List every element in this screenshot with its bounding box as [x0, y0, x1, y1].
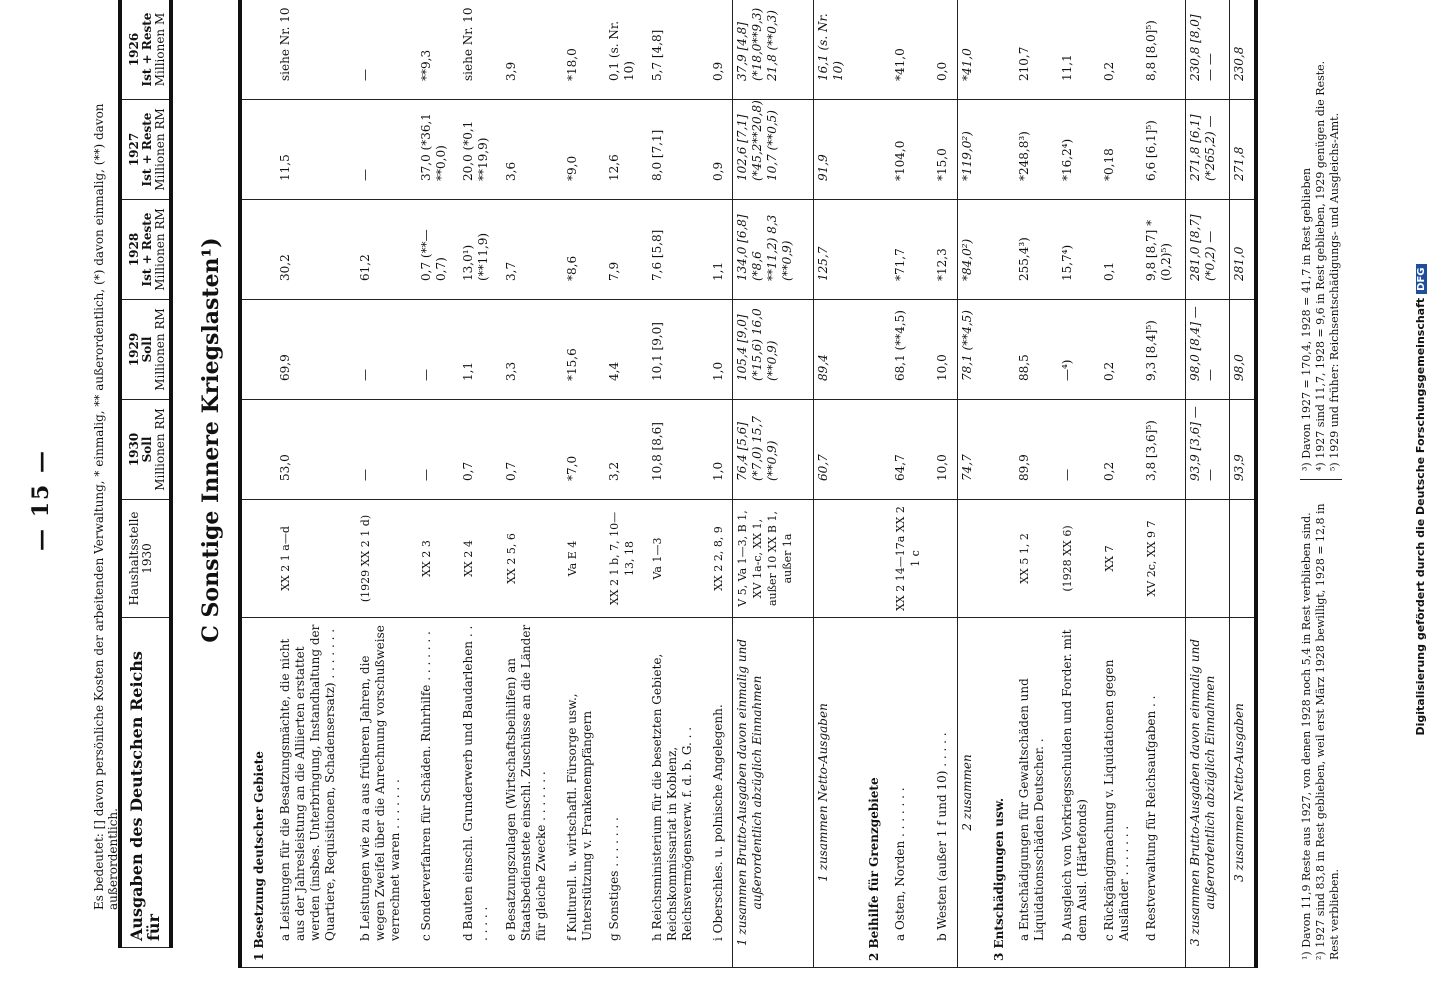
legend-text: Es bedeutet: [] davon persönliche Kosten der arbeitenden Verwaltung, * einmalig, ** außerordentlich, (*) davon einmalig, (**) davon außerordentlich.: [92, 103, 120, 910]
value-cell: 0,2: [1100, 400, 1142, 500]
haushaltsstelle-cell: [814, 500, 857, 618]
table-row: [417, 0, 459, 968]
table-row: [1185, 0, 1229, 968]
table-row: [1100, 0, 1142, 968]
value-cell: 5,7 [4,8]: [648, 0, 709, 100]
value-cell: —: [417, 400, 459, 500]
value-cell: 9,8 [8,7] *(0,2)⁵): [1142, 200, 1185, 300]
value-cell: 10,0: [933, 300, 957, 400]
value-cell: 10,0: [933, 400, 957, 500]
value-cell: 10,1 [9,0]: [648, 300, 709, 400]
value-cell: 7,9: [605, 200, 647, 300]
value-cell: [240, 0, 276, 100]
value-cell: *12,3: [933, 200, 957, 300]
haushaltsstelle-cell: (1929 XX 2 1 d): [356, 500, 417, 618]
row-label: f Kulturell. u. wirtschaftl. Fürsorge usw., Unterstützung v. Frankenempfängern: [563, 618, 605, 968]
table-row: [459, 0, 501, 968]
value-cell: 9,3 [8,4]⁵): [1142, 300, 1185, 400]
value-cell: [857, 400, 891, 500]
table-row: [240, 0, 276, 968]
value-cell: [982, 200, 1016, 300]
row-label: 3 zusammen Brutto-Ausgaben davon einmalig und außerordentlich abzüglich Einnahmen: [1185, 618, 1229, 968]
column-header: [118, 0, 173, 948]
value-cell: 134,0 [6,8] (*8,6 **11,2) 8,3 (**0,9): [733, 200, 814, 300]
row-label: b Leistungen wie zu a aus früheren Jahren, die wegen Zweifel über die Anrechnung vorschußweise verrechnet waren . . . . . . .: [356, 618, 417, 968]
value-cell: 210,7: [1015, 0, 1057, 100]
value-cell: 6,6 [6,1]⁵): [1142, 100, 1185, 200]
row-label: a Entschädigungen für Gewaltschäden und Liquidationsschäden Deutscher. .: [1015, 618, 1057, 968]
value-cell: 0,2: [1100, 300, 1142, 400]
value-cell: *0,18: [1100, 100, 1142, 200]
value-cell: 0,1 (s. Nr. 10): [605, 0, 647, 100]
value-cell: [857, 200, 891, 300]
value-cell: —: [356, 400, 417, 500]
value-cell: 1,0: [709, 300, 733, 400]
value-cell: *15,6: [563, 300, 605, 400]
value-cell: —⁴): [1058, 300, 1100, 400]
row-label: i Oberschles. u. polnische Angelegenh.: [709, 618, 733, 968]
row-label: 1 Besetzung deutscher Gebiete: [240, 618, 276, 968]
value-cell: 230,8: [1229, 0, 1256, 100]
value-cell: 20,0 (*0,1 **19,9): [459, 100, 501, 200]
footnote: ²) 1927 sind 83,8 in Rest geblieben, weil erst März 1928 bewilligt, 1928 = 12,8 in Rest verblieben.: [1314, 503, 1341, 960]
header-description: Ausgaben des Deutschen Reichs für: [120, 618, 171, 948]
value-cell: *104,0: [891, 100, 933, 200]
value-cell: 69,9: [276, 300, 356, 400]
table-row: [1058, 0, 1100, 968]
value-cell: —: [356, 300, 417, 400]
value-cell: 13,0¹) (**11,9): [459, 200, 501, 300]
value-cell: *71,7: [891, 200, 933, 300]
value-cell: 3,6: [502, 100, 563, 200]
value-cell: 3,3: [502, 300, 563, 400]
value-cell: 0,9: [709, 0, 733, 100]
value-cell: *16,2⁴): [1058, 100, 1100, 200]
haushaltsstelle-cell: [857, 500, 891, 618]
value-cell: 0,9: [709, 100, 733, 200]
value-cell: 8,0 [7,1]: [648, 100, 709, 200]
value-cell: 64,7: [891, 400, 933, 500]
footnote: ⁴) 1927 sind 11,7, 1928 = 9,6 in Rest geblieben, 1929 genügen die Reste.: [1314, 60, 1327, 471]
digitization-note: [1414, 0, 1427, 1000]
value-cell: [982, 0, 1016, 100]
table-row: [648, 0, 709, 968]
table-row: [857, 0, 891, 968]
haushaltsstelle-cell: [240, 500, 276, 618]
value-cell: siehe Nr. 10: [459, 0, 501, 100]
haushaltsstelle-cell: XX 2 1 b, 7, 10—13, 18: [605, 500, 647, 618]
table-row: [933, 0, 957, 968]
value-cell: 0,7 (**—0,7): [417, 200, 459, 300]
value-cell: [982, 300, 1016, 400]
table-row: [502, 0, 563, 968]
haushaltsstelle-cell: V 5, Va 1—3, B 1, XV 1a-c, XX 1, außer 10 XX B 1, außer 1a: [733, 500, 814, 618]
section-title: C Sonstige Innere Kriegslasten¹): [198, 237, 224, 643]
value-cell: 11,5: [276, 100, 356, 200]
haushaltsstelle-cell: Va 1—3: [648, 500, 709, 618]
value-cell: 91,9: [814, 100, 857, 200]
header-year-1930: 1930 Soll Millionen RM: [120, 400, 171, 500]
value-cell: *15,0: [933, 100, 957, 200]
value-cell: 230,8 [8,0] — —: [1185, 0, 1229, 100]
row-label: h Reichsministerium für die besetzten Gebiete, Reichskommissariat in Koblenz, Reichsvermögensverw. f. d. b. G. . .: [648, 618, 709, 968]
haushaltsstelle-cell: [1229, 500, 1256, 618]
haushaltsstelle-cell: (1928 XX 6): [1058, 500, 1100, 618]
value-cell: 37,9 [4,8] (*18,0**9,3) 21,8 (**0,3): [733, 0, 814, 100]
value-cell: 105,4 [9,0] (*15,6) 16,0 (**0,9): [733, 300, 814, 400]
value-cell: 74,7: [957, 400, 981, 500]
value-cell: 8,8 [8,0]⁵): [1142, 0, 1185, 100]
value-cell: 53,0: [276, 400, 356, 500]
table-row: [1015, 0, 1057, 968]
value-cell: —: [417, 300, 459, 400]
value-cell: 11,1: [1058, 0, 1100, 100]
haushaltsstelle-cell: XX 2 14—17a XX 2 1 c: [891, 500, 933, 618]
value-cell: 281,0 [8,7] (*0,2) —: [1185, 200, 1229, 300]
row-label: c Sonderverfahren für Schäden. Ruhrhilfe . . . . . . .: [417, 618, 459, 968]
value-cell: 281,0: [1229, 200, 1256, 300]
value-cell: 125,7: [814, 200, 857, 300]
header-year-1928: 1928 Ist + Reste Millionen RM: [120, 200, 171, 300]
row-label: b Ausgleich von Vorkriegsschulden und Forder. mit dem Ausl. (Härtefonds): [1058, 618, 1100, 968]
value-cell: 76,4 [5,6] (*7,0) 15,7 (**0,9): [733, 400, 814, 500]
value-cell: 0,7: [459, 400, 501, 500]
value-cell: *248,8³): [1015, 100, 1057, 200]
value-cell: *8,6: [563, 200, 605, 300]
haushaltsstelle-cell: [957, 500, 981, 618]
row-label: 2 zusammen: [957, 618, 981, 968]
row-label: e Besatzungszulagen (Wirtschaftsbeihilfen) an Staatsbedienstete einschl. Zuschüsse an die Länder für gleiche Zwecke . . . . . . .: [502, 618, 563, 968]
value-cell: 93,9 [3,6] — —: [1185, 400, 1229, 500]
value-cell: 102,6 [7,1] (*45,2**20,8) 10,7 (**0,5): [733, 100, 814, 200]
value-cell: 78,1 (**4,5): [957, 300, 981, 400]
haushaltsstelle-cell: [933, 500, 957, 618]
value-cell: 0,0: [933, 0, 957, 100]
table-row: [709, 0, 733, 968]
haushaltsstelle-cell: XX 2 1 a—d: [276, 500, 356, 618]
value-cell: [982, 400, 1016, 500]
value-cell: 0,7: [502, 400, 563, 500]
haushaltsstelle-cell: XX 2 2, 8, 9: [709, 500, 733, 618]
page-number: — 15 —: [28, 449, 54, 551]
footnotes-left: [1300, 490, 1342, 960]
value-cell: 88,5: [1015, 300, 1057, 400]
value-cell: [857, 100, 891, 200]
value-cell: 7,6 [5,8]: [648, 200, 709, 300]
value-cell: 15,7⁴): [1058, 200, 1100, 300]
value-cell: —: [1058, 400, 1100, 500]
value-cell: 0,1: [1100, 200, 1142, 300]
row-label: a Leistungen für die Besatzungsmächte, die nicht aus der Jahresleistung an die Alliierten erstattet werden (insbes. Unterbringung, Instandhaltung der Quartiere, Requisitionen, Schadensersatz) . . . . . . .: [276, 618, 356, 968]
haushaltsstelle-cell: [1185, 500, 1229, 618]
value-cell: 12,6: [605, 100, 647, 200]
value-cell: 16,1 (s. Nr. 10): [814, 0, 857, 100]
data-table: [238, 0, 1258, 968]
value-cell: *18,0: [563, 0, 605, 100]
value-cell: siehe Nr. 10: [276, 0, 356, 100]
haushaltsstelle-cell: XX 2 4: [459, 500, 501, 618]
row-label: 1 zusammen Netto-Ausgaben: [814, 618, 857, 968]
row-label: b Westen (außer 1 f und 10) . . . . .: [933, 618, 957, 968]
haushaltsstelle-cell: XX 7: [1100, 500, 1142, 618]
value-cell: 255,4³): [1015, 200, 1057, 300]
value-cell: 1,1: [709, 200, 733, 300]
footnotes-right: [1300, 10, 1342, 480]
value-cell: —: [356, 0, 417, 100]
table-row: [276, 0, 356, 968]
value-cell: 3,2: [605, 400, 647, 500]
row-label: 3 Entschädigungen usw.: [982, 618, 1016, 968]
value-cell: *7,0: [563, 400, 605, 500]
header-year-1927: 1927 Ist + Reste Millionen RM: [120, 100, 171, 200]
value-cell: 89,4: [814, 300, 857, 400]
haushaltsstelle-cell: XX 2 3: [417, 500, 459, 618]
value-cell: [982, 100, 1016, 200]
value-cell: 68,1 (**4,5): [891, 300, 933, 400]
row-label: a Osten, Norden . . . . . . .: [891, 618, 933, 968]
value-cell: 10,8 [8,6]: [648, 400, 709, 500]
value-cell: 37,0 (*36,1 **0,0): [417, 100, 459, 200]
header-year-1926: 1926 Ist + Reste Millionen M: [120, 0, 171, 100]
table-row: [957, 0, 981, 968]
row-label: g Sonstiges . . . . . . .: [605, 618, 647, 968]
value-cell: [240, 400, 276, 500]
value-cell: *41,0: [891, 0, 933, 100]
table-row: [356, 0, 417, 968]
table-row: [563, 0, 605, 968]
value-cell: 98,0: [1229, 300, 1256, 400]
row-label: 1 zusammen Brutto-Ausgaben davon einmalig und außerordentlich abzüglich Einnahmen: [733, 618, 814, 968]
value-cell: 60,7: [814, 400, 857, 500]
row-label: 2 Beihilfe für Grenzgebiete: [857, 618, 891, 968]
value-cell: 61,2: [356, 200, 417, 300]
row-label: 3 zusammen Netto-Ausgaben: [1229, 618, 1256, 968]
value-cell: *9,0: [563, 100, 605, 200]
table-row: [982, 0, 1016, 968]
value-cell: [857, 0, 891, 100]
footnote: ⁵) 1929 und früher: Reichsentschädigungs- und Ausgleichs-Amt.: [1328, 112, 1341, 471]
haushaltsstelle-cell: Va E 4: [563, 500, 605, 618]
value-cell: 1,0: [709, 400, 733, 500]
footnote: ³) Davon 1927 = 170,4, 1928 = 41,7 in Rest geblieben: [1300, 167, 1313, 471]
row-label: d Bauten einschl. Grunderwerb und Baudarlehen . . . . . . .: [459, 618, 501, 968]
value-cell: 89,9: [1015, 400, 1057, 500]
value-cell: [240, 200, 276, 300]
header-haushaltsstelle: Haushaltsstelle 1930: [120, 500, 171, 618]
haushaltsstelle-cell: [982, 500, 1016, 618]
footnote: ¹) Davon 11,9 Reste aus 1927, von denen 1928 noch 5,4 in Rest verblieben sind.: [1300, 512, 1313, 960]
value-cell: 0,2: [1100, 0, 1142, 100]
table-row: [605, 0, 647, 968]
haushaltsstelle-cell: XV 2c, XX 9 7: [1142, 500, 1185, 618]
value-cell: 3,8 [3,6]⁵): [1142, 400, 1185, 500]
table-row: [733, 0, 814, 968]
row-label: c Rückgängigmachung v. Liquidationen gegen Ausländer . . . . . . .: [1100, 618, 1142, 968]
row-label: d Restverwaltung für Reichsaufgaben . .: [1142, 618, 1185, 968]
value-cell: 30,2: [276, 200, 356, 300]
value-cell: 3,7: [502, 200, 563, 300]
table-row: [891, 0, 933, 968]
value-cell: *84,0²): [957, 200, 981, 300]
table-row: [814, 0, 857, 968]
value-cell: 1,1: [459, 300, 501, 400]
value-cell: 3,9: [502, 0, 563, 100]
dfg-logo: DFG: [1416, 265, 1427, 294]
haushaltsstelle-cell: XX 5 1, 2: [1015, 500, 1057, 618]
value-cell: *41,0: [957, 0, 981, 100]
table-row: [1229, 0, 1256, 968]
value-cell: 4,4: [605, 300, 647, 400]
header-year-1929: 1929 Soll Millionen RM: [120, 300, 171, 400]
value-cell: [240, 300, 276, 400]
table-row: [1142, 0, 1185, 968]
value-cell: [240, 100, 276, 200]
value-cell: **9,3: [417, 0, 459, 100]
digitization-text: Digitalisierung gefördert durch die Deutsche Forschungsgemeinschaft: [1414, 297, 1427, 736]
value-cell: 93,9: [1229, 400, 1256, 500]
value-cell: 271,8 [6,1] (*265,2) —: [1185, 100, 1229, 200]
value-cell: 271,8: [1229, 100, 1256, 200]
value-cell: 98,0 [8,4] — —: [1185, 300, 1229, 400]
haushaltsstelle-cell: XX 2 5, 6: [502, 500, 563, 618]
value-cell: *119,0²): [957, 100, 981, 200]
value-cell: —: [356, 100, 417, 200]
value-cell: [857, 300, 891, 400]
